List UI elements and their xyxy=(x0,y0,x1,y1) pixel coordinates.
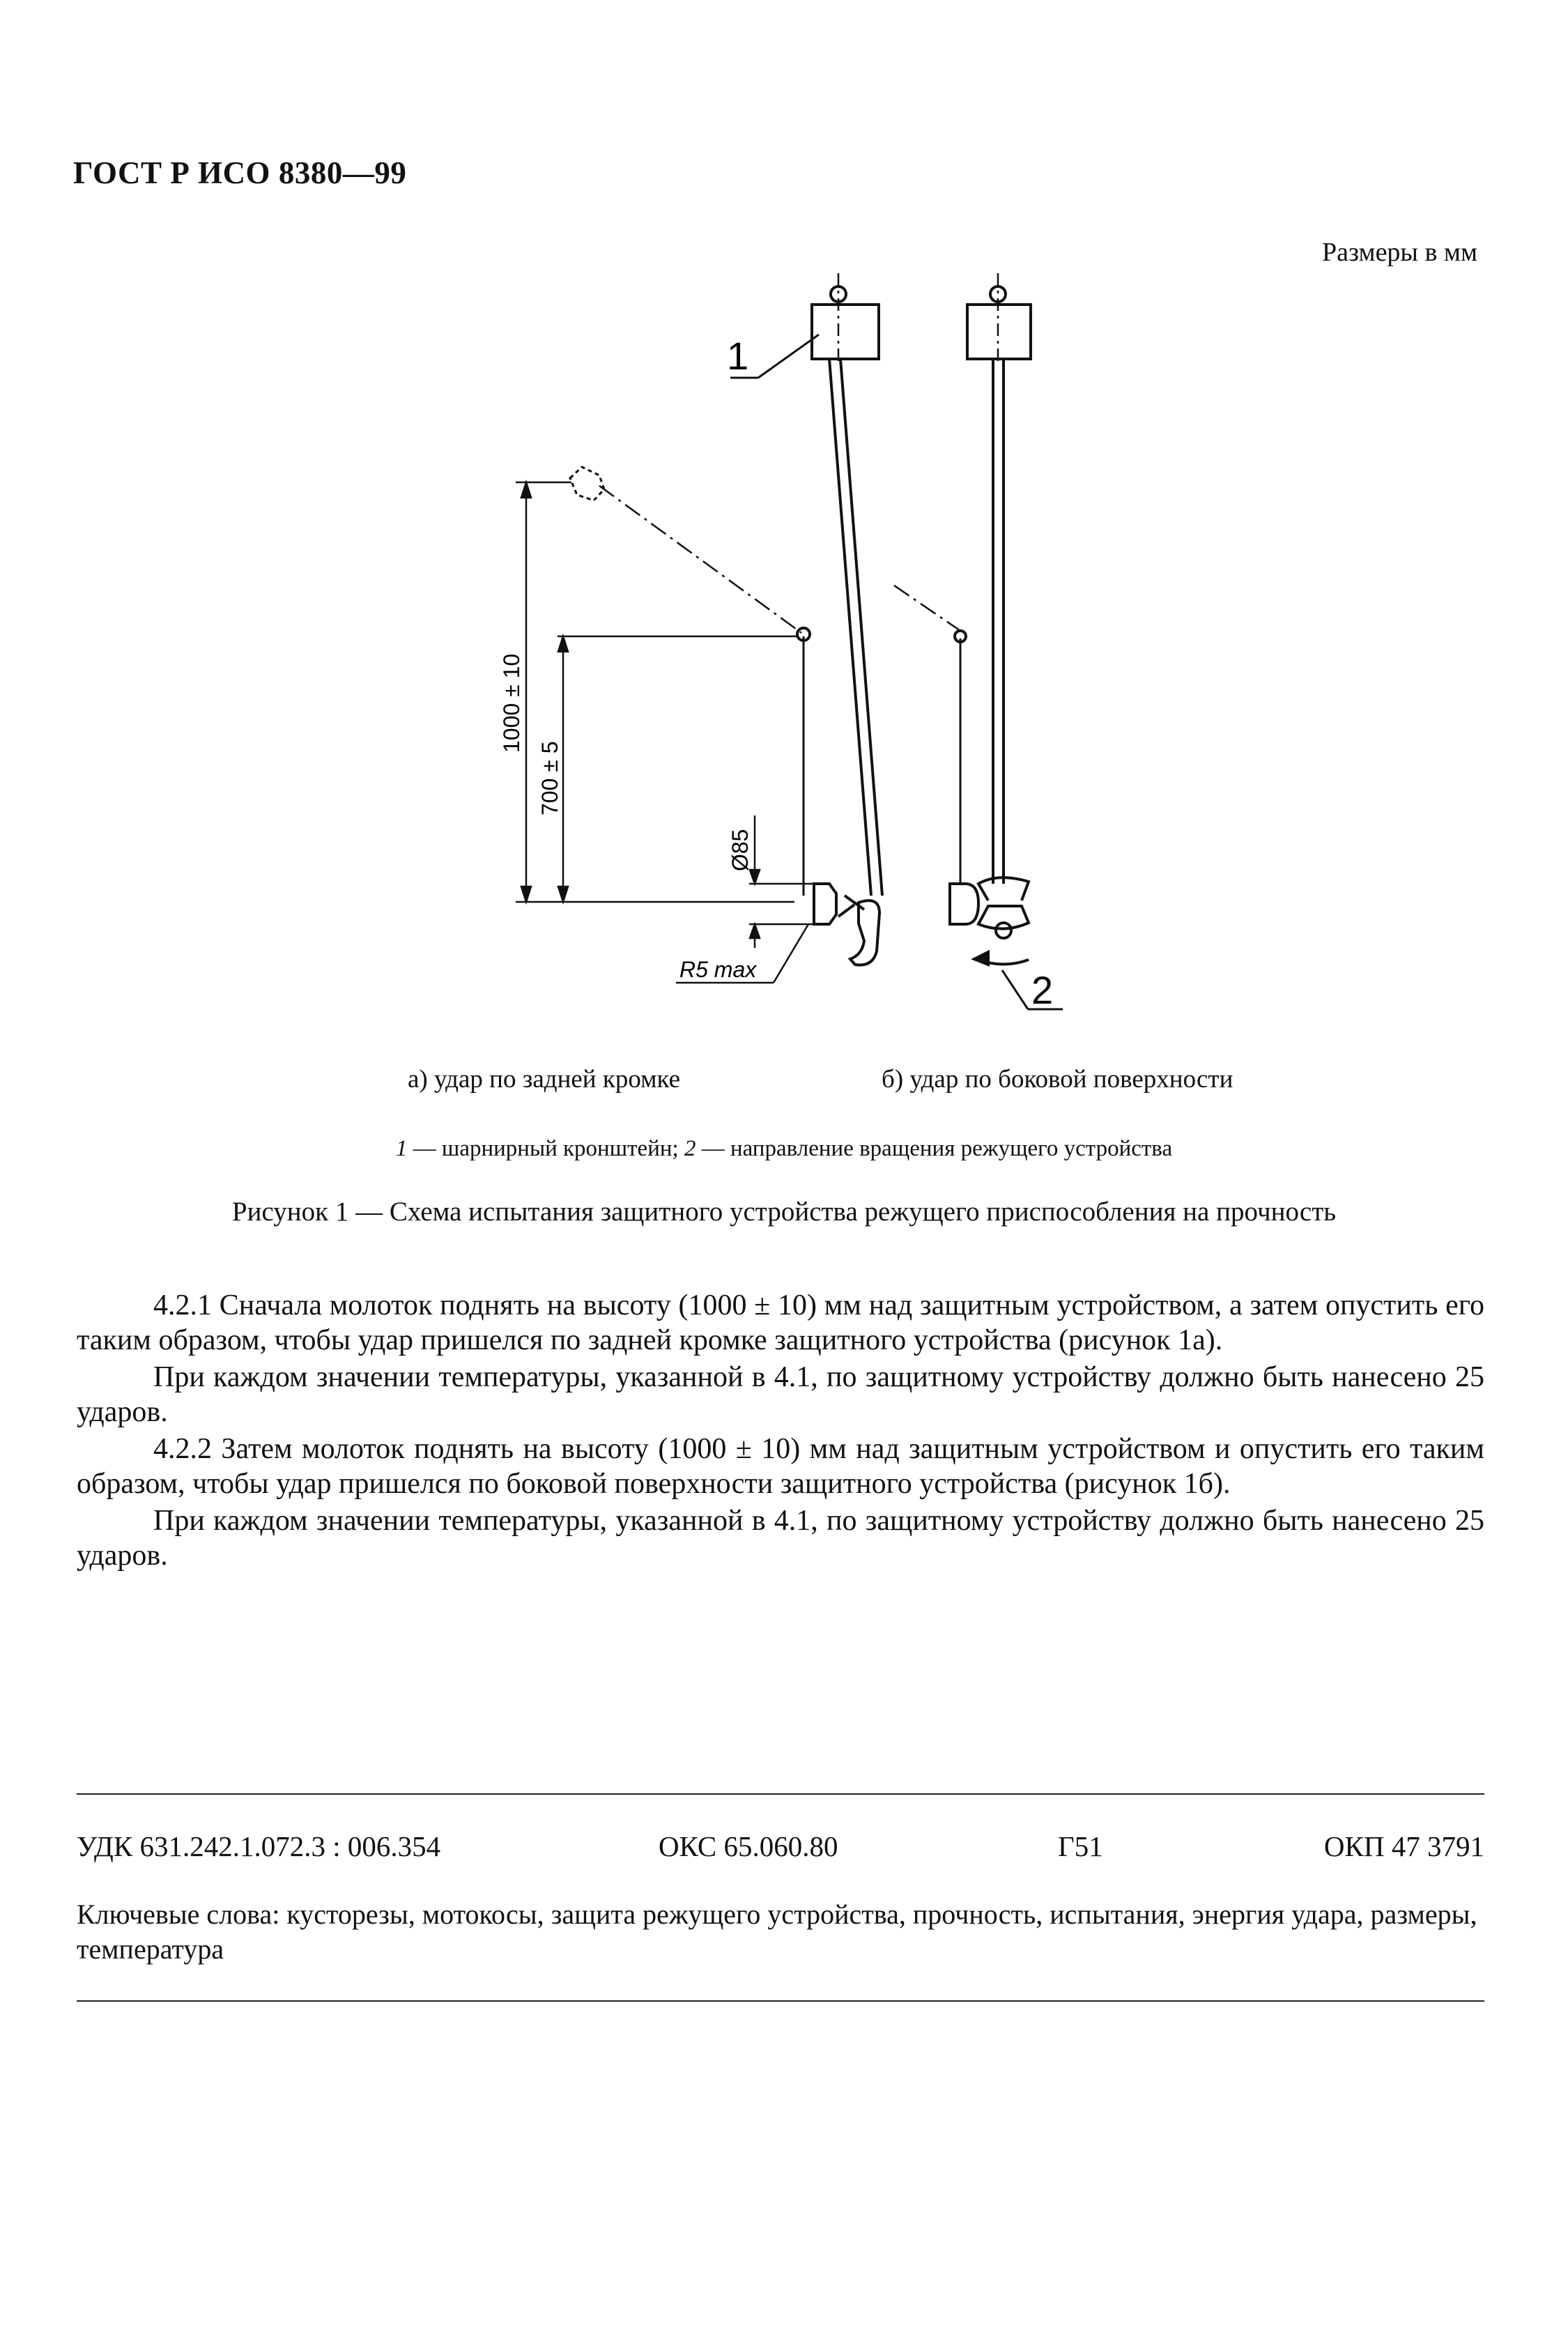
footer-rule-bottom xyxy=(77,2000,1484,2002)
cutting-head-b xyxy=(950,877,1029,938)
rotation-direction-arrow xyxy=(974,952,1029,965)
legend-1-number: 1 xyxy=(395,1136,408,1161)
paragraph-4-2-1: 4.2.1 Сначала молоток поднять на высоту (1000 ± 10) мм над защитным устройством, а затем опустить его таким образом, чтобы удар пришелся по задней кромке защитного устройства (рисунок 1а). xyxy=(77,1289,1484,1356)
dim-height-700: 700 ± 5 xyxy=(537,741,562,815)
impact-path-a xyxy=(570,467,810,896)
standard-designation: ГОСТ Р ИСО 8380—99 xyxy=(73,155,407,190)
pivot-bracket-a xyxy=(812,273,879,362)
paragraph-4-2-2-note: При каждом значении температуры, указанной в 4.1, по защитному устройству должно быть нанесено 25 ударов. xyxy=(77,1505,1484,1572)
callout-2: 2 xyxy=(1031,968,1054,1012)
oks-code: ОКС 65.060.80 xyxy=(659,1830,838,1862)
udk-code: УДК 631.242.1.072.3 : 006.354 xyxy=(77,1830,441,1862)
subfigure-a-label: а) удар по задней кромке xyxy=(408,1065,681,1094)
dimension-lines-a xyxy=(516,482,815,983)
body-text xyxy=(77,1288,1484,1573)
dim-height-1000: 1000 ± 10 xyxy=(499,653,524,753)
impact-path-b xyxy=(894,585,966,884)
keywords: Ключевые слова: кусторезы, мотокосы, защита режущего устройства, прочность, испытания, энергия удара, размеры, температура xyxy=(77,1899,1477,1965)
legend-2-text: — направление вращения режущего устройства xyxy=(695,1136,1173,1161)
pivot-bracket-b xyxy=(967,273,1031,362)
legend-2-number: 2 xyxy=(684,1136,696,1161)
footer-rule-top xyxy=(77,1793,1484,1795)
legend-1-text: — шарнирный кронштейн; xyxy=(407,1136,684,1161)
subfigure-b-label: б) удар по боковой поверхности xyxy=(882,1065,1233,1094)
paragraph-4-2-1-note: При каждом значении температуры, указанной в 4.1, по защитному устройству должно быть нанесено 25 ударов. xyxy=(77,1361,1484,1428)
hammer-arm-a xyxy=(829,359,882,896)
dim-radius: R5 max xyxy=(679,957,757,982)
callout-1: 1 xyxy=(727,334,749,378)
paragraph-4-2-2: 4.2.2 Затем молоток поднять на высоту (1000 ± 10) мм над защитным устройством и опустить его таким образом, чтобы удар пришелся по боковой поверхности защитного устройства (рисунок 1б). xyxy=(77,1433,1484,1500)
cutting-head-a xyxy=(814,884,879,965)
units-note: Размеры в мм xyxy=(1322,238,1477,267)
group-code: Г51 xyxy=(1058,1830,1103,1862)
hammer-arm-b xyxy=(993,359,1004,884)
okp-code: ОКП 47 3791 xyxy=(1323,1830,1484,1862)
figure-caption: Рисунок 1 — Схема испытания защитного устройства режущего приспособления на прочность xyxy=(231,1197,1337,1227)
test-scheme-figure xyxy=(0,265,1568,1066)
dim-diameter: Ø85 xyxy=(728,829,753,871)
figure-legend xyxy=(0,1136,1568,1162)
